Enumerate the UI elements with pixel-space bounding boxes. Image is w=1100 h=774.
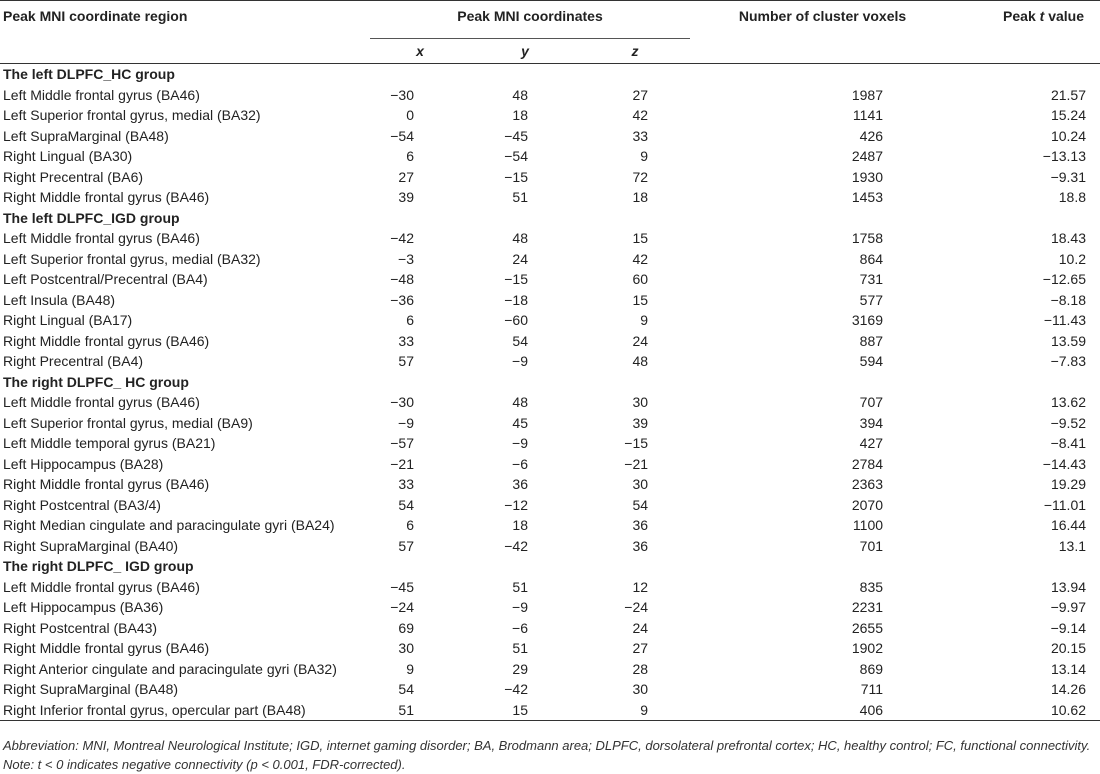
table-row xyxy=(0,700,1100,721)
table-row xyxy=(0,310,1100,331)
table-row xyxy=(0,228,1100,249)
table-row xyxy=(0,454,1100,475)
group-title: The left DLPFC_HC group xyxy=(3,66,175,83)
cell-x: 6 xyxy=(406,148,414,165)
cell-y: 48 xyxy=(512,230,528,247)
cell-voxels: 835 xyxy=(859,578,884,595)
cell-region: Right Lingual (BA30) xyxy=(3,148,133,165)
cell-y: −15 xyxy=(504,168,528,185)
cell-x: 54 xyxy=(398,681,414,698)
cell-voxels: 701 xyxy=(859,537,884,554)
cell-x: 6 xyxy=(406,312,414,329)
table-row xyxy=(0,433,1100,454)
header-peak-coordinates: Peak MNI coordinates xyxy=(370,1,690,39)
cell-y: 18 xyxy=(512,517,528,534)
cell-x: 69 xyxy=(398,619,414,636)
cell-region: Right SupraMarginal (BA48) xyxy=(3,681,179,698)
table-row xyxy=(0,474,1100,495)
cell-y: 48 xyxy=(512,86,528,103)
cell-y: 15 xyxy=(470,700,580,721)
cell-voxels: 594 xyxy=(859,353,884,370)
cell-x: 57 xyxy=(398,353,414,370)
cell-y: −15 xyxy=(504,271,528,288)
cell-region: Right Precentral (BA4) xyxy=(3,353,144,370)
cell-x: 39 xyxy=(398,189,414,206)
cell-t: −11.01 xyxy=(1043,496,1087,513)
cell-region: Left Superior frontal gyrus, medial (BA32) xyxy=(3,250,261,267)
cell-region: Left Hippocampus (BA36) xyxy=(3,599,164,616)
header-y: y xyxy=(470,39,580,64)
cell-voxels: 2363 xyxy=(851,476,884,493)
cell-z: 9 xyxy=(640,312,649,329)
cell-region: Right Middle frontal gyrus (BA46) xyxy=(3,476,210,493)
header-x: x xyxy=(370,39,470,64)
cell-y: 29 xyxy=(512,660,528,677)
cell-y: −45 xyxy=(504,127,528,144)
cell-t: 13.94 xyxy=(1050,578,1087,595)
cell-t: 13.1 xyxy=(1058,537,1087,554)
cell-region: Right Anterior cingulate and paracingulate gyri (BA32) xyxy=(3,660,337,677)
cell-t: −8.18 xyxy=(1050,291,1087,308)
cell-voxels: 394 xyxy=(859,414,884,431)
cell-y: 45 xyxy=(512,414,528,431)
cell-y: −18 xyxy=(504,291,528,308)
table-row xyxy=(0,536,1100,557)
cell-z: 24 xyxy=(632,332,649,349)
cell-region: Left Middle frontal gyrus (BA46) xyxy=(3,578,200,595)
cell-z: 39 xyxy=(632,414,649,431)
cell-y: 51 xyxy=(512,578,528,595)
cell-voxels: 2487 xyxy=(851,148,884,165)
cell-x: 30 xyxy=(398,640,414,657)
table-row xyxy=(0,126,1100,147)
cell-t: −14.43 xyxy=(1042,455,1087,472)
cell-y: 51 xyxy=(512,640,528,657)
cell-voxels: 406 xyxy=(690,700,955,721)
table-header xyxy=(0,1,1100,64)
cell-region: Right Middle frontal gyrus (BA46) xyxy=(3,189,210,206)
cell-region: Left Superior frontal gyrus, medial (BA32) xyxy=(3,107,261,124)
cell-voxels: 1758 xyxy=(851,230,884,247)
cell-region: Left Middle frontal gyrus (BA46) xyxy=(3,230,200,247)
cell-z: 12 xyxy=(632,578,649,595)
cell-t: 13.59 xyxy=(1050,332,1087,349)
cell-region: Left Middle frontal gyrus (BA46) xyxy=(3,86,200,103)
cell-y: −9 xyxy=(512,599,528,616)
table-row xyxy=(0,495,1100,516)
cell-t: 15.24 xyxy=(1050,107,1087,124)
cell-region: Left Middle frontal gyrus (BA46) xyxy=(3,394,200,411)
cell-t: 21.57 xyxy=(1050,86,1087,103)
cell-t: −9.31 xyxy=(1050,168,1087,185)
cell-t: 13.62 xyxy=(1050,394,1087,411)
cell-voxels: 864 xyxy=(859,250,884,267)
group-title: The left DLPFC_IGD group xyxy=(3,209,180,226)
cell-x: −36 xyxy=(390,291,414,308)
cell-x: 6 xyxy=(406,517,414,534)
cell-x: 0 xyxy=(406,107,414,124)
cell-x: −30 xyxy=(390,86,414,103)
cell-y: 24 xyxy=(512,250,528,267)
cell-x: 57 xyxy=(398,537,414,554)
cell-z: 36 xyxy=(632,517,649,534)
cell-region: Left Insula (BA48) xyxy=(3,291,116,308)
cell-t: 20.15 xyxy=(1050,640,1087,657)
cell-z: 30 xyxy=(632,394,649,411)
cell-x: 33 xyxy=(398,476,414,493)
cell-region: Right Middle frontal gyrus (BA46) xyxy=(3,332,210,349)
cell-y: 18 xyxy=(512,107,528,124)
cell-region: Left SupraMarginal (BA48) xyxy=(3,127,169,144)
cell-z: 27 xyxy=(632,86,649,103)
cell-t: 10.2 xyxy=(1058,250,1087,267)
header-peak-t-value xyxy=(955,1,1100,64)
cell-x: −54 xyxy=(390,127,414,144)
cell-x: −45 xyxy=(390,578,414,595)
cell-x: −30 xyxy=(390,394,414,411)
table-row xyxy=(0,249,1100,270)
table-row xyxy=(0,392,1100,413)
cell-y: 36 xyxy=(512,476,528,493)
cell-voxels: 707 xyxy=(859,394,884,411)
cell-t: 18.8 xyxy=(1058,189,1087,206)
cell-z: 9 xyxy=(580,700,690,721)
cell-region: Right Middle frontal gyrus (BA46) xyxy=(3,640,210,657)
group-title: The right DLPFC_ HC group xyxy=(3,373,189,390)
table-row xyxy=(0,290,1100,311)
cell-t: 13.14 xyxy=(1050,660,1087,677)
cell-voxels: 1100 xyxy=(852,517,884,534)
table-row xyxy=(0,351,1100,372)
header-peak-t: t xyxy=(1039,8,1045,24)
cell-z: −24 xyxy=(624,599,649,616)
table-row xyxy=(0,146,1100,167)
header-cluster-voxels: Number of cluster voxels xyxy=(690,1,955,64)
cell-voxels: 1987 xyxy=(851,86,884,103)
cell-t: −9.52 xyxy=(1050,414,1087,431)
cell-y: −54 xyxy=(504,148,528,165)
table-row xyxy=(0,638,1100,659)
cell-t: 14.26 xyxy=(1050,681,1087,698)
cell-z: 54 xyxy=(632,496,649,513)
cell-region: Right Postcentral (BA3/4) xyxy=(3,496,161,513)
cell-t: 10.24 xyxy=(1050,127,1087,144)
table-row xyxy=(0,105,1100,126)
cell-voxels: 731 xyxy=(859,271,884,288)
group-title: The right DLPFC_ IGD group xyxy=(3,558,194,575)
group-header-row xyxy=(0,372,1100,393)
header-z: z xyxy=(580,39,690,64)
cell-x: 27 xyxy=(398,168,414,185)
cell-x: −21 xyxy=(390,455,414,472)
cell-x: 51 xyxy=(370,700,470,721)
table-row xyxy=(0,515,1100,536)
table-row xyxy=(0,269,1100,290)
cell-t: −12.65 xyxy=(1042,271,1087,288)
cell-z: −15 xyxy=(624,435,649,452)
cell-voxels: 2231 xyxy=(851,599,884,616)
cell-region: Right Lingual (BA17) xyxy=(3,312,133,329)
cell-y: 48 xyxy=(512,394,528,411)
cell-voxels: 2070 xyxy=(851,496,884,513)
cell-region: Right Median cingulate and paracingulate gyri (BA24) xyxy=(3,517,335,534)
cell-z: 15 xyxy=(632,230,649,247)
header-peak-suffix: value xyxy=(1044,8,1085,24)
cell-y: −60 xyxy=(504,312,528,329)
cell-z: 28 xyxy=(632,660,649,677)
table-row xyxy=(0,679,1100,700)
cell-voxels: 1930 xyxy=(851,168,884,185)
cell-z: 60 xyxy=(632,271,649,288)
group-header-row xyxy=(0,556,1100,577)
cell-region: Left Superior frontal gyrus, medial (BA9) xyxy=(3,414,253,431)
cell-region: Right SupraMarginal (BA40) xyxy=(3,537,179,554)
group-header-row xyxy=(0,64,1100,85)
cell-t: −7.83 xyxy=(1050,353,1087,370)
table-row xyxy=(0,331,1100,352)
header-peak-prefix: Peak xyxy=(1003,8,1040,24)
cell-x: −24 xyxy=(390,599,414,616)
cell-z: 42 xyxy=(632,107,649,124)
table-row xyxy=(0,187,1100,208)
cell-voxels: 2655 xyxy=(851,619,884,636)
cell-y: −42 xyxy=(504,681,528,698)
header-region: Peak MNI coordinate region xyxy=(0,1,370,64)
cell-voxels: 711 xyxy=(860,681,884,698)
table-footnote: Abbreviation: MNI, Montreal Neurological Institute; IGD, internet gaming disorder; BA, Brodmann area; DLPFC, dorsolateral prefrontal cortex; HC, healthy control; FC, functional connectivity. Note: t < 0 indicates negative connectivity (p < 0.001, FDR-corrected). xyxy=(3,738,1091,772)
cell-y: 54 xyxy=(512,332,528,349)
table-row xyxy=(0,597,1100,618)
cell-z: 42 xyxy=(632,250,649,267)
cell-x: 33 xyxy=(398,332,414,349)
table-row xyxy=(0,618,1100,639)
cell-z: 24 xyxy=(632,619,649,636)
cell-t: −9.14 xyxy=(1050,619,1087,636)
cell-voxels: 887 xyxy=(859,332,884,349)
cell-t: 19.29 xyxy=(1050,476,1087,493)
cell-z: 30 xyxy=(632,681,649,698)
cell-voxels: 426 xyxy=(859,127,884,144)
table-row xyxy=(0,577,1100,598)
cell-z: 30 xyxy=(632,476,649,493)
cell-region: Left Hippocampus (BA28) xyxy=(3,455,164,472)
cell-y: −9 xyxy=(512,353,528,370)
cell-region: Right Inferior frontal gyrus, opercular part (BA48) xyxy=(0,700,370,721)
cell-y: −6 xyxy=(512,455,528,472)
cell-x: −57 xyxy=(390,435,414,452)
cell-region: Left Postcentral/Precentral (BA4) xyxy=(3,271,208,288)
table-body xyxy=(0,64,1100,721)
cell-x: −42 xyxy=(390,230,414,247)
cell-voxels: 577 xyxy=(859,291,884,308)
cell-t: 10.62 xyxy=(955,700,1100,721)
cell-t: 18.43 xyxy=(1050,230,1087,247)
cell-region: Right Postcentral (BA43) xyxy=(3,619,158,636)
cell-z: 33 xyxy=(632,127,649,144)
cell-y: −6 xyxy=(512,619,528,636)
cell-z: 18 xyxy=(632,189,649,206)
cell-z: 9 xyxy=(640,148,649,165)
cell-x: 54 xyxy=(398,496,414,513)
cell-t: 16.44 xyxy=(1050,517,1087,534)
cell-z: 15 xyxy=(632,291,649,308)
table-row xyxy=(0,167,1100,188)
cell-z: 48 xyxy=(632,353,649,370)
cell-z: 27 xyxy=(632,640,649,657)
table-row xyxy=(0,85,1100,106)
cell-t: −13.13 xyxy=(1042,148,1087,165)
cell-y: −42 xyxy=(504,537,528,554)
cell-region: Right Precentral (BA6) xyxy=(3,168,144,185)
cell-x: −48 xyxy=(390,271,414,288)
cell-x: −3 xyxy=(398,250,414,267)
cell-voxels: 869 xyxy=(859,660,884,677)
cell-voxels: 1453 xyxy=(851,189,884,206)
cell-voxels: 2784 xyxy=(851,455,884,472)
cell-x: 9 xyxy=(406,660,414,677)
cell-t: −11.43 xyxy=(1043,312,1087,329)
table-row xyxy=(0,659,1100,680)
cell-voxels: 427 xyxy=(859,435,884,452)
cell-t: −9.97 xyxy=(1050,599,1087,616)
cell-y: −9 xyxy=(512,435,528,452)
table-row xyxy=(0,413,1100,434)
group-header-row xyxy=(0,208,1100,229)
cell-voxels: 1902 xyxy=(851,640,884,657)
cell-voxels: 3169 xyxy=(851,312,884,329)
cell-region: Left Middle temporal gyrus (BA21) xyxy=(3,435,216,452)
cell-t: −8.41 xyxy=(1050,435,1087,452)
cell-y: −12 xyxy=(504,496,528,513)
cell-voxels: 1141 xyxy=(852,107,884,124)
cell-z: 36 xyxy=(632,537,649,554)
cell-z: 72 xyxy=(632,168,649,185)
cell-x: −9 xyxy=(398,414,414,431)
cell-y: 51 xyxy=(512,189,528,206)
cell-z: −21 xyxy=(624,455,649,472)
